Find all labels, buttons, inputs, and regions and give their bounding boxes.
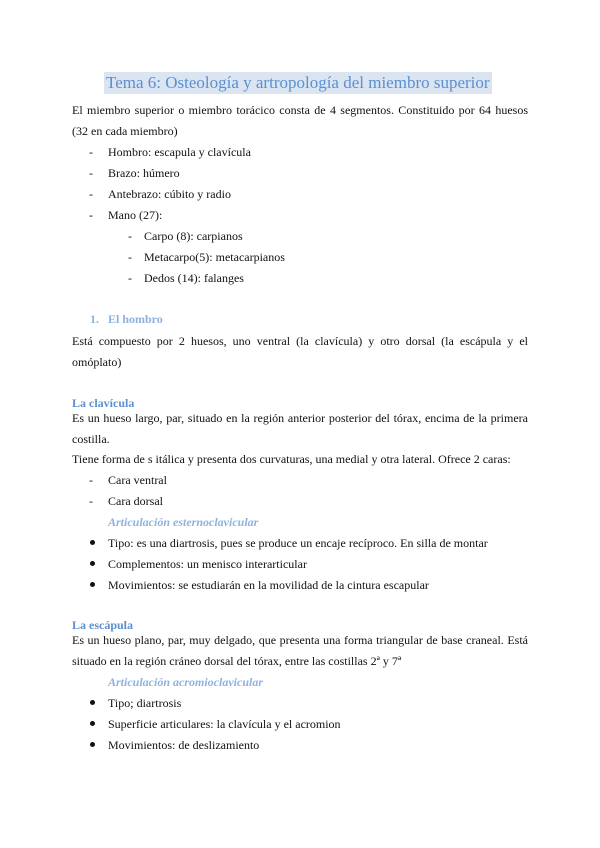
- bullet-dot: [90, 582, 95, 587]
- hand-part-item: Carpo (8): carpianos: [144, 229, 243, 243]
- document-title: Tema 6: Osteología y artropología del miembro superior: [106, 73, 490, 92]
- clavicula-joint-item: Tipo: es una diartrosis, pues se produce un encaje recíproco. En silla de montar: [108, 536, 488, 550]
- list-dash: -: [89, 208, 93, 222]
- intro-line-2: (32 en cada miembro): [72, 124, 178, 138]
- clavicula-face-item: Cara ventral: [108, 473, 167, 487]
- bullet-dot: [90, 742, 95, 747]
- hand-part-item: Dedos (14): falanges: [144, 271, 244, 285]
- clavicula-line-3: Tiene forma de s itálica y presenta dos curvaturas, una medial y otra lateral. Ofrece 2 caras:: [72, 452, 511, 466]
- segment-item: Mano (27):: [108, 208, 163, 222]
- escapula-line-2: situado en la región cráneo dorsal del tórax, entre las costillas 2ª y 7ª: [72, 654, 402, 668]
- escapula-joint-item: Superficie articulares: la clavícula y el acromion: [108, 717, 341, 731]
- escapula-heading: La escápula: [72, 618, 134, 632]
- list-dash: -: [128, 250, 132, 264]
- escapula-joint-item: Tipo; diartrosis: [108, 696, 182, 710]
- clavicula-line-1: Es un hueso largo, par, situado en la región anterior posterior del tórax, encima de la primera: [72, 411, 528, 425]
- escapula-joint-heading: Articulación acromioclavicular: [108, 675, 263, 689]
- intro-line-1: El miembro superior o miembro torácico consta de 4 segmentos. Constituido por 64 huesos: [72, 103, 528, 117]
- list-dash: -: [128, 271, 132, 285]
- bullet-dot: [90, 561, 95, 566]
- bullet-dot: [90, 721, 95, 726]
- list-dash: -: [89, 494, 93, 508]
- escapula-line-1: Es un hueso plano, par, muy delgado, que presenta una forma triangular de base craneal. Está: [72, 633, 528, 647]
- list-dash: -: [89, 473, 93, 487]
- clavicula-joint-heading: Articulación esternoclavicular: [108, 515, 259, 529]
- list-dash: -: [89, 187, 93, 201]
- escapula-joint-item: Movimientos: de deslizamiento: [108, 738, 260, 752]
- clavicula-joint-item: Complementos: un menisco interarticular: [108, 557, 307, 571]
- section-heading: El hombro: [108, 312, 163, 326]
- section-number: 1.: [90, 312, 99, 326]
- segment-item: Brazo: húmero: [108, 166, 180, 180]
- list-dash: -: [89, 145, 93, 159]
- clavicula-heading: La clavícula: [72, 396, 135, 410]
- clavicula-line-2: costilla.: [72, 432, 110, 446]
- list-dash: -: [89, 166, 93, 180]
- bullet-dot: [90, 700, 95, 705]
- bullet-dot: [90, 540, 95, 545]
- section1-text-line-2: omóplato): [72, 355, 122, 369]
- hand-part-item: Metacarpo(5): metacarpianos: [144, 250, 285, 264]
- section1-text-line-1: Está compuesto por 2 huesos, uno ventral (la clavícula) y otro dorsal (la escápula y el: [72, 334, 528, 348]
- segment-item: Antebrazo: cúbito y radio: [108, 187, 231, 201]
- list-dash: -: [128, 229, 132, 243]
- clavicula-joint-item: Movimientos: se estudiarán en la movilidad de la cintura escapular: [108, 578, 429, 592]
- segment-item: Hombro: escapula y clavícula: [108, 145, 251, 159]
- clavicula-face-item: Cara dorsal: [108, 494, 163, 508]
